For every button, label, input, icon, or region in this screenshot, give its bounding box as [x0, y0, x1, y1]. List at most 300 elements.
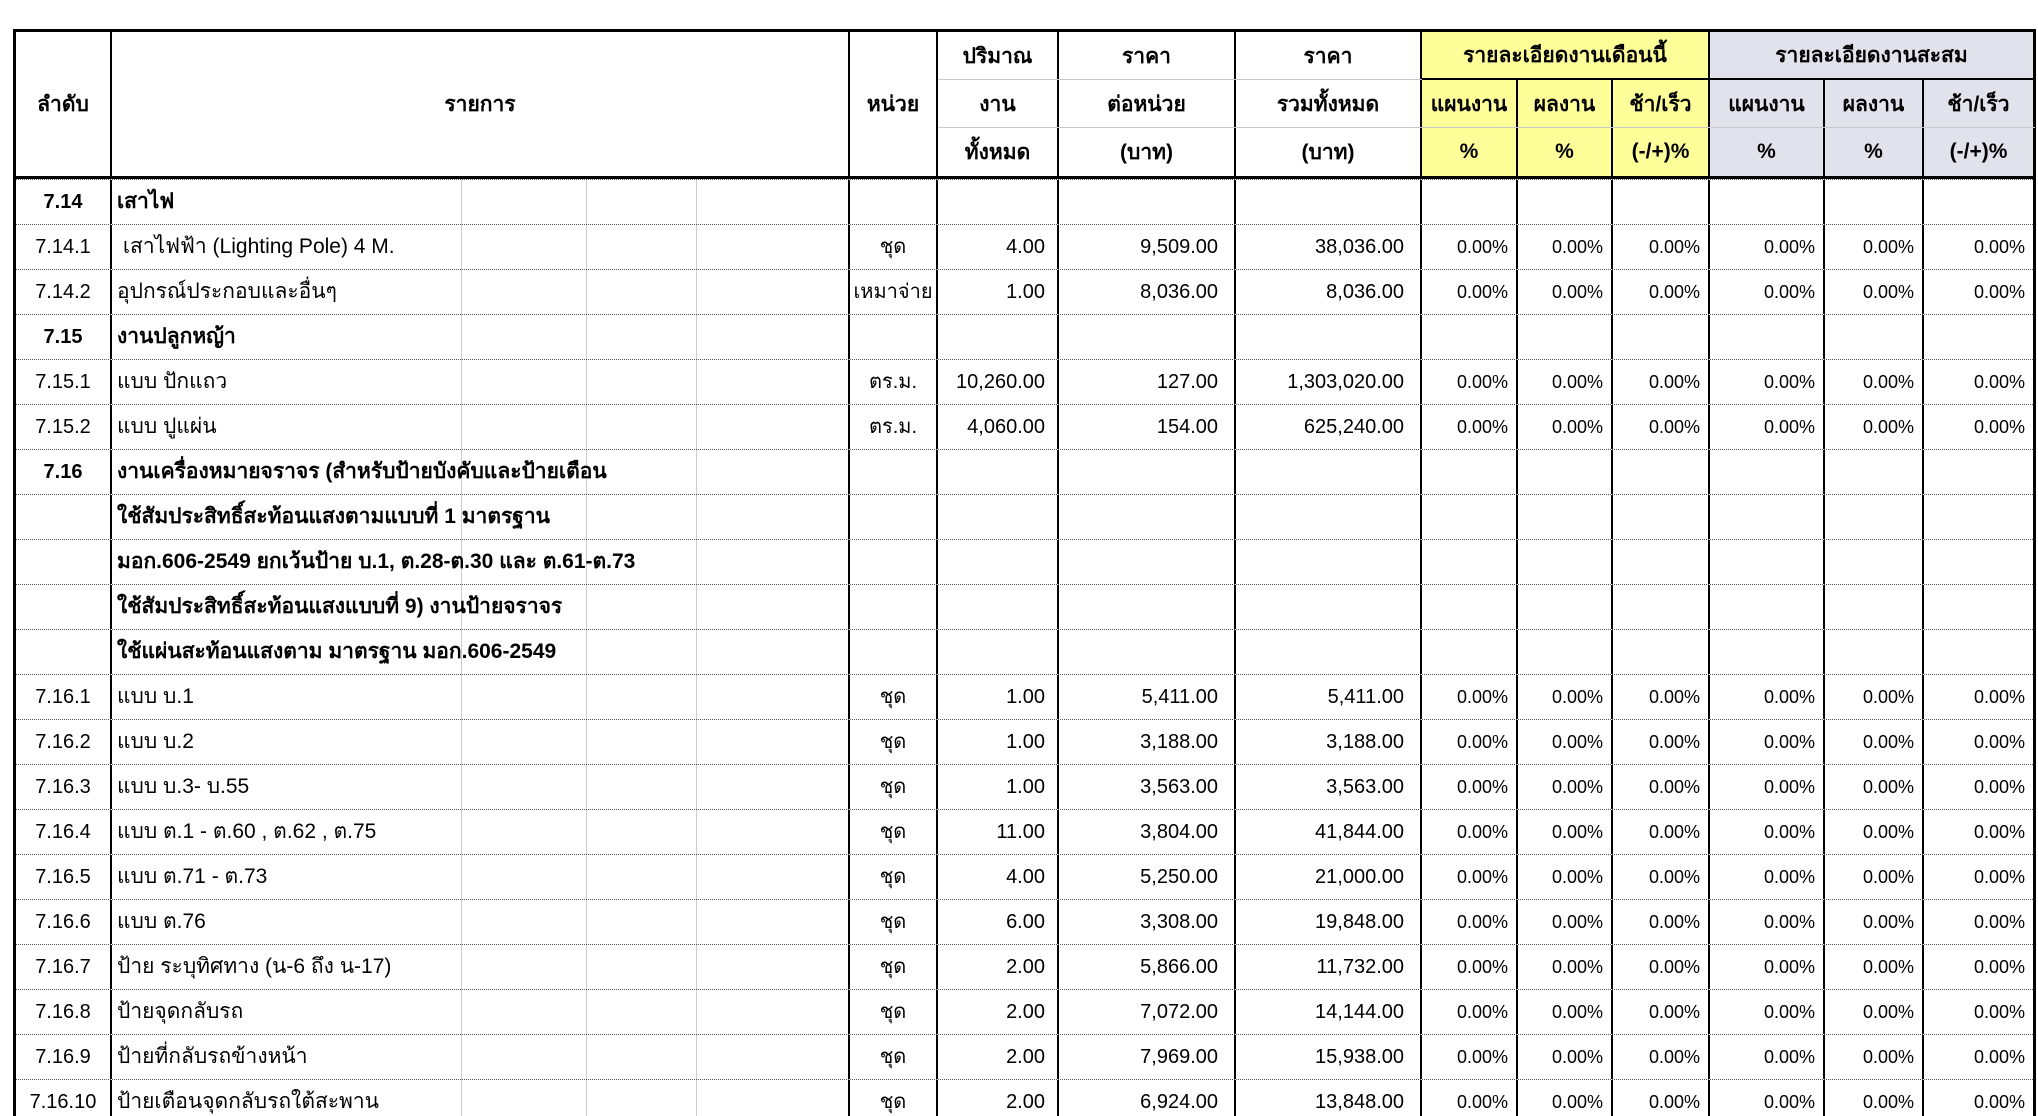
cell-month-plan[interactable]: 0.00% — [1420, 225, 1516, 269]
cell-unit-price[interactable] — [1057, 450, 1234, 494]
cell-item[interactable]: แบบ ต.1 - ต.60 , ต.62 , ต.75 — [110, 810, 848, 854]
cell-qty[interactable]: 6.00 — [936, 900, 1057, 944]
cell-unit[interactable]: ชุด — [848, 900, 936, 944]
cell-cum-diff[interactable] — [1922, 630, 2033, 674]
cell-cum-actual[interactable] — [1823, 450, 1922, 494]
header-line: (-/+)% — [1949, 140, 2008, 163]
cell-no[interactable] — [16, 630, 110, 674]
cell-cum-diff[interactable] — [1922, 495, 2033, 539]
cell-qty[interactable] — [936, 450, 1057, 494]
cell-total-price[interactable]: 8,036.00 — [1234, 270, 1420, 314]
cell-month-actual[interactable]: 0.00% — [1516, 270, 1611, 314]
cell-month-plan[interactable] — [1420, 180, 1516, 224]
cell-month-plan[interactable]: 0.00% — [1420, 810, 1516, 854]
cell-cum-plan[interactable] — [1708, 450, 1823, 494]
cell-month-actual[interactable] — [1516, 180, 1611, 224]
cell-unit[interactable] — [848, 315, 936, 359]
table-row — [16, 809, 2033, 854]
header-cell-month-actual[interactable] — [1516, 80, 1611, 176]
cell-month-diff[interactable]: 0.00% — [1611, 270, 1708, 314]
cell-month-actual[interactable] — [1516, 630, 1611, 674]
cell-unit-price[interactable]: 3,308.00 — [1057, 900, 1234, 944]
cell-month-plan[interactable]: 0.00% — [1420, 360, 1516, 404]
cell-cum-plan[interactable] — [1708, 585, 1823, 629]
cell-unit[interactable]: ชุด — [848, 855, 936, 899]
cell-cum-diff[interactable]: 0.00% — [1922, 405, 2033, 449]
cell-total-price[interactable] — [1234, 630, 1420, 674]
cell-cum-plan[interactable]: 0.00% — [1708, 855, 1823, 899]
cell-qty[interactable]: 2.00 — [936, 1035, 1057, 1079]
cell-month-diff[interactable] — [1611, 495, 1708, 539]
cell-cum-diff[interactable]: 0.00% — [1922, 225, 2033, 269]
header-cell-cum-plan[interactable] — [1708, 80, 1823, 176]
cell-month-diff[interactable]: 0.00% — [1611, 900, 1708, 944]
table-row — [16, 944, 2033, 989]
cell-unit[interactable] — [848, 540, 936, 584]
header-qty-line: ปริมาณ — [962, 44, 1033, 68]
cell-month-diff[interactable]: 0.00% — [1611, 675, 1708, 719]
cell-no[interactable]: 7.16.2 — [35, 730, 91, 753]
cell-month-diff[interactable]: 0.00% — [1611, 1035, 1708, 1079]
cell-month-actual[interactable]: 0.00% — [1516, 225, 1611, 269]
cell-total-price[interactable]: 3,188.00 — [1234, 720, 1420, 764]
cell-cum-plan[interactable]: 0.00% — [1708, 360, 1823, 404]
cell-cum-actual[interactable] — [1823, 585, 1922, 629]
cell-month-plan[interactable]: 0.00% — [1420, 765, 1516, 809]
table-row — [16, 314, 2033, 359]
table-row — [16, 899, 2033, 944]
cell-qty[interactable]: 10,260.00 — [936, 360, 1057, 404]
cell-month-diff[interactable]: 0.00% — [1611, 405, 1708, 449]
cell-unit-price[interactable]: 5,866.00 — [1057, 945, 1234, 989]
header-line: แผนงาน — [1430, 92, 1508, 116]
cell-qty[interactable]: 2.00 — [936, 1080, 1057, 1116]
cell-cum-plan[interactable]: 0.00% — [1708, 1080, 1823, 1116]
cell-total-price[interactable]: 15,938.00 — [1234, 1035, 1420, 1079]
header-cell-qty[interactable] — [936, 32, 1057, 176]
cell-cum-plan[interactable]: 0.00% — [1708, 225, 1823, 269]
cell-month-actual[interactable]: 0.00% — [1516, 1035, 1611, 1079]
cell-month-plan[interactable] — [1420, 495, 1516, 539]
cell-month-diff[interactable]: 0.00% — [1611, 225, 1708, 269]
cell-no[interactable]: 7.16 — [43, 460, 83, 483]
cell-unit[interactable]: ชุด — [848, 225, 936, 269]
cell-cum-actual[interactable]: 0.00% — [1823, 810, 1922, 854]
cell-item[interactable]: ป้ายเตือนจุดกลับรถใต้สะพาน — [110, 1080, 848, 1116]
header-line: ช้า/เร็ว — [1947, 92, 2010, 116]
cell-month-actual[interactable]: 0.00% — [1516, 900, 1611, 944]
cell-no[interactable] — [16, 495, 110, 539]
cell-unit-price[interactable]: 127.00 — [1057, 360, 1234, 404]
cell-unit-price[interactable]: 3,563.00 — [1057, 765, 1234, 809]
cell-qty[interactable]: 2.00 — [936, 945, 1057, 989]
cell-item[interactable]: มอก.606-2549 ยกเว้นป้าย บ.1, ต.28-ต.30 และ ต.61-ต.73 — [110, 540, 848, 584]
cell-unit-price[interactable]: 5,411.00 — [1057, 675, 1234, 719]
table-header — [16, 32, 2033, 179]
cell-month-actual[interactable]: 0.00% — [1516, 945, 1611, 989]
cell-cum-diff[interactable]: 0.00% — [1922, 900, 2033, 944]
cell-unit-price[interactable]: 5,250.00 — [1057, 855, 1234, 899]
cell-cum-diff[interactable] — [1922, 540, 2033, 584]
header-line: (-/+)% — [1631, 140, 1690, 163]
cell-cum-diff[interactable] — [1922, 315, 2033, 359]
cell-total-price[interactable] — [1234, 180, 1420, 224]
cell-month-plan[interactable]: 0.00% — [1420, 270, 1516, 314]
cell-item[interactable]: แบบ ปักแถว — [110, 360, 848, 404]
cell-item[interactable]: แบบ บ.1 — [110, 675, 848, 719]
cell-cum-plan[interactable]: 0.00% — [1708, 675, 1823, 719]
cell-total-price[interactable] — [1234, 540, 1420, 584]
cell-month-actual[interactable]: 0.00% — [1516, 720, 1611, 764]
cell-item[interactable]: งานปลูกหญ้า — [110, 315, 848, 359]
cell-month-plan[interactable] — [1420, 630, 1516, 674]
cell-month-diff[interactable]: 0.00% — [1611, 720, 1708, 764]
cell-total-price[interactable]: 13,848.00 — [1234, 1080, 1420, 1116]
cell-cum-diff[interactable]: 0.00% — [1922, 765, 2033, 809]
cell-unit[interactable]: ชุด — [848, 675, 936, 719]
cell-unit-price[interactable]: 154.00 — [1057, 405, 1234, 449]
cell-total-price[interactable]: 19,848.00 — [1234, 900, 1420, 944]
cell-no[interactable]: 7.14.1 — [35, 235, 91, 258]
table-row — [16, 449, 2033, 494]
cell-cum-plan[interactable]: 0.00% — [1708, 1035, 1823, 1079]
cell-month-actual[interactable]: 0.00% — [1516, 810, 1611, 854]
cell-unit[interactable]: เหมาจ่าย — [848, 270, 936, 314]
cell-no[interactable]: 7.16.3 — [35, 775, 91, 798]
cell-month-diff[interactable]: 0.00% — [1611, 990, 1708, 1034]
cell-month-diff[interactable]: 0.00% — [1611, 810, 1708, 854]
cell-unit[interactable]: ชุด — [848, 945, 936, 989]
cell-unit[interactable]: ชุด — [848, 1080, 936, 1116]
cell-cum-actual[interactable]: 0.00% — [1823, 765, 1922, 809]
table-row — [16, 1034, 2033, 1079]
header-group-cumulative[interactable]: รายละเอียดงานสะสม — [1708, 32, 2033, 80]
cell-cum-plan[interactable]: 0.00% — [1708, 900, 1823, 944]
header-group-month[interactable]: รายละเอียดงานเดือนนี้ — [1420, 32, 1708, 80]
cell-month-diff[interactable] — [1611, 540, 1708, 584]
cell-month-diff[interactable] — [1611, 630, 1708, 674]
cell-cum-diff[interactable]: 0.00% — [1922, 1035, 2033, 1079]
cell-no[interactable] — [16, 540, 110, 584]
header-line: % — [1757, 140, 1776, 163]
table-row — [16, 719, 2033, 764]
cell-qty[interactable]: 2.00 — [936, 990, 1057, 1034]
cell-item[interactable]: แบบ บ.3- บ.55 — [110, 765, 848, 809]
header-cell-no[interactable]: ลำดับ — [37, 92, 89, 116]
cell-month-plan[interactable]: 0.00% — [1420, 990, 1516, 1034]
cell-no[interactable]: 7.15.1 — [35, 370, 91, 393]
cell-unit-price[interactable]: 9,509.00 — [1057, 225, 1234, 269]
header-line: ช้า/เร็ว — [1629, 92, 1692, 116]
cell-cum-diff[interactable] — [1922, 450, 2033, 494]
cell-no[interactable]: 7.15.2 — [35, 415, 91, 438]
cell-cum-actual[interactable]: 0.00% — [1823, 405, 1922, 449]
cell-item[interactable]: แบบ ต.76 — [110, 900, 848, 944]
cell-month-diff[interactable] — [1611, 180, 1708, 224]
cell-item[interactable]: งานเครื่องหมายจราจร (สำหรับป้ายบังคับและป้ายเตือน — [110, 450, 848, 494]
cell-item[interactable]: อุปกรณ์ประกอบและอื่นๆ — [110, 270, 848, 314]
cell-qty[interactable]: 1.00 — [936, 675, 1057, 719]
header-cell-month-plan[interactable] — [1420, 80, 1516, 176]
header-total-price-line: ราคา — [1303, 44, 1353, 68]
cell-month-plan[interactable] — [1420, 450, 1516, 494]
cell-qty[interactable] — [936, 180, 1057, 224]
cell-qty[interactable]: 4.00 — [936, 225, 1057, 269]
cell-no[interactable]: 7.16.5 — [35, 865, 91, 888]
cell-no[interactable]: 7.14 — [43, 190, 83, 213]
cell-month-diff[interactable] — [1611, 585, 1708, 629]
cell-qty[interactable] — [936, 585, 1057, 629]
cell-item[interactable]: ใช้สัมประสิทธิ์สะท้อนแสงแบบที่ 9) งานป้ายจราจร — [110, 585, 848, 629]
cell-month-plan[interactable] — [1420, 315, 1516, 359]
cell-month-actual[interactable]: 0.00% — [1516, 1080, 1611, 1116]
cell-month-plan[interactable]: 0.00% — [1420, 675, 1516, 719]
cell-cum-plan[interactable]: 0.00% — [1708, 945, 1823, 989]
cell-month-diff[interactable] — [1611, 315, 1708, 359]
cell-item[interactable]: ป้ายจุดกลับรถ — [110, 990, 848, 1034]
cell-cum-diff[interactable]: 0.00% — [1922, 810, 2033, 854]
cell-item[interactable]: เสาไฟฟ้า (Lighting Pole) 4 M. — [110, 225, 848, 269]
cell-no[interactable]: 7.16.9 — [35, 1045, 91, 1068]
cell-month-actual[interactable]: 0.00% — [1516, 675, 1611, 719]
cell-unit-price[interactable]: 7,072.00 — [1057, 990, 1234, 1034]
cell-cum-plan[interactable] — [1708, 540, 1823, 584]
cell-total-price[interactable] — [1234, 585, 1420, 629]
cell-unit[interactable]: ชุด — [848, 990, 936, 1034]
cell-unit[interactable]: ตร.ม. — [848, 405, 936, 449]
cell-unit[interactable] — [848, 450, 936, 494]
header-cell-month-diff[interactable] — [1611, 80, 1708, 176]
cell-item[interactable]: ใช้แผ่นสะท้อนแสงตาม มาตรฐาน มอก.606-2549 — [110, 630, 848, 674]
cell-item[interactable]: แบบ บ.2 — [110, 720, 848, 764]
cell-cum-plan[interactable]: 0.00% — [1708, 765, 1823, 809]
cell-month-plan[interactable]: 0.00% — [1420, 1080, 1516, 1116]
cell-unit[interactable]: ชุด — [848, 765, 936, 809]
cell-unit[interactable]: ชุด — [848, 720, 936, 764]
cell-unit-price[interactable] — [1057, 495, 1234, 539]
cell-unit-price[interactable] — [1057, 180, 1234, 224]
cell-no[interactable]: 7.14.2 — [35, 280, 91, 303]
cell-month-diff[interactable]: 0.00% — [1611, 855, 1708, 899]
cell-no[interactable]: 7.16.4 — [35, 820, 91, 843]
cell-unit[interactable]: ตร.ม. — [848, 360, 936, 404]
cell-cum-diff[interactable]: 0.00% — [1922, 360, 2033, 404]
header-cell-total-price[interactable] — [1234, 32, 1420, 176]
header-unit-price-line: ต่อหน่วย — [1107, 92, 1186, 116]
cell-total-price[interactable]: 5,411.00 — [1234, 675, 1420, 719]
cell-cum-diff[interactable]: 0.00% — [1922, 720, 2033, 764]
cell-total-price[interactable]: 21,000.00 — [1234, 855, 1420, 899]
cell-month-diff[interactable]: 0.00% — [1611, 945, 1708, 989]
cell-total-price[interactable]: 41,844.00 — [1234, 810, 1420, 854]
cell-total-price[interactable] — [1234, 315, 1420, 359]
cell-cum-plan[interactable]: 0.00% — [1708, 720, 1823, 764]
cell-total-price[interactable] — [1234, 450, 1420, 494]
cell-unit-price[interactable] — [1057, 315, 1234, 359]
cell-unit[interactable] — [848, 180, 936, 224]
cell-cum-plan[interactable]: 0.00% — [1708, 810, 1823, 854]
cell-cum-actual[interactable] — [1823, 315, 1922, 359]
cell-cum-plan[interactable] — [1708, 495, 1823, 539]
cell-unit-price[interactable]: 3,188.00 — [1057, 720, 1234, 764]
cell-total-price[interactable] — [1234, 495, 1420, 539]
cell-month-actual[interactable]: 0.00% — [1516, 765, 1611, 809]
cell-cum-actual[interactable]: 0.00% — [1823, 1035, 1922, 1079]
cell-month-plan[interactable]: 0.00% — [1420, 855, 1516, 899]
cell-item[interactable]: เสาไฟ — [110, 180, 848, 224]
cell-unit[interactable] — [848, 630, 936, 674]
cell-cum-actual[interactable]: 0.00% — [1823, 900, 1922, 944]
cell-unit[interactable] — [848, 495, 936, 539]
cell-month-plan[interactable]: 0.00% — [1420, 405, 1516, 449]
cell-month-plan[interactable]: 0.00% — [1420, 720, 1516, 764]
header-line: % — [1555, 140, 1574, 163]
cell-total-price[interactable]: 625,240.00 — [1234, 405, 1420, 449]
cell-cum-diff[interactable] — [1922, 180, 2033, 224]
cell-qty[interactable]: 1.00 — [936, 720, 1057, 764]
header-cell-cum-actual[interactable] — [1823, 80, 1922, 176]
cell-cum-plan[interactable]: 0.00% — [1708, 990, 1823, 1034]
cell-unit[interactable]: ชุด — [848, 1035, 936, 1079]
header-unit-price-line: ราคา — [1122, 44, 1171, 68]
header-unit-price-line: (บาท) — [1120, 140, 1173, 164]
cell-month-plan[interactable] — [1420, 540, 1516, 584]
cell-cum-diff[interactable]: 0.00% — [1922, 990, 2033, 1034]
cell-month-actual[interactable] — [1516, 585, 1611, 629]
cell-cum-actual[interactable]: 0.00% — [1823, 225, 1922, 269]
cell-total-price[interactable]: 11,732.00 — [1234, 945, 1420, 989]
cell-unit-price[interactable]: 7,969.00 — [1057, 1035, 1234, 1079]
cell-unit-price[interactable]: 6,924.00 — [1057, 1080, 1234, 1116]
table-row — [16, 584, 2033, 629]
cell-month-actual[interactable]: 0.00% — [1516, 405, 1611, 449]
cell-month-plan[interactable]: 0.00% — [1420, 1035, 1516, 1079]
cell-no[interactable]: 7.16.10 — [29, 1090, 97, 1113]
header-cell-unit-price[interactable] — [1057, 32, 1234, 176]
cell-no[interactable]: 7.16.1 — [35, 685, 91, 708]
cell-no[interactable]: 7.16.6 — [35, 910, 91, 933]
table-row — [16, 764, 2033, 809]
cell-qty[interactable]: 4.00 — [936, 855, 1057, 899]
table-row — [16, 539, 2033, 584]
header-cell-cum-diff[interactable] — [1922, 80, 2033, 176]
cell-unit-price[interactable]: 8,036.00 — [1057, 270, 1234, 314]
table-row — [16, 1079, 2033, 1116]
cell-item[interactable]: ป้าย ระบุทิศทาง (น-6 ถึง น-17) — [110, 945, 848, 989]
cell-month-diff[interactable] — [1611, 450, 1708, 494]
cell-unit-price[interactable] — [1057, 540, 1234, 584]
cell-unit[interactable] — [848, 585, 936, 629]
cell-cum-diff[interactable]: 0.00% — [1922, 270, 2033, 314]
cell-month-actual[interactable] — [1516, 315, 1611, 359]
cell-no[interactable]: 7.16.7 — [35, 955, 91, 978]
cell-cum-diff[interactable]: 0.00% — [1922, 945, 2033, 989]
table-row — [16, 674, 2033, 719]
cell-cum-actual[interactable]: 0.00% — [1823, 990, 1922, 1034]
cell-item[interactable]: แบบ ปูแผ่น — [110, 405, 848, 449]
cell-cum-diff[interactable]: 0.00% — [1922, 855, 2033, 899]
cell-cum-actual[interactable]: 0.00% — [1823, 945, 1922, 989]
cell-qty[interactable] — [936, 540, 1057, 584]
cell-cum-plan[interactable]: 0.00% — [1708, 270, 1823, 314]
cell-month-actual[interactable] — [1516, 540, 1611, 584]
cell-qty[interactable]: 11.00 — [936, 810, 1057, 854]
cell-month-diff[interactable]: 0.00% — [1611, 765, 1708, 809]
cell-cum-plan[interactable] — [1708, 630, 1823, 674]
cell-total-price[interactable]: 3,563.00 — [1234, 765, 1420, 809]
cell-month-actual[interactable] — [1516, 450, 1611, 494]
cell-qty[interactable]: 1.00 — [936, 270, 1057, 314]
table-row — [16, 404, 2033, 449]
cell-month-actual[interactable]: 0.00% — [1516, 990, 1611, 1034]
cell-unit-price[interactable] — [1057, 630, 1234, 674]
cell-qty[interactable] — [936, 630, 1057, 674]
cell-cum-diff[interactable] — [1922, 585, 2033, 629]
header-cell-unit[interactable]: หน่วย — [848, 32, 936, 176]
cell-total-price[interactable]: 1,303,020.00 — [1234, 360, 1420, 404]
header-line: % — [1459, 140, 1479, 163]
cell-qty[interactable] — [936, 315, 1057, 359]
cell-cum-actual[interactable]: 0.00% — [1823, 720, 1922, 764]
cell-no[interactable]: 7.16.8 — [35, 1000, 91, 1023]
cell-total-price[interactable]: 14,144.00 — [1234, 990, 1420, 1034]
cell-cum-actual[interactable] — [1823, 180, 1922, 224]
header-total-price-line: (บาท) — [1301, 140, 1355, 164]
cell-cum-actual[interactable]: 0.00% — [1823, 675, 1922, 719]
cell-cum-actual[interactable]: 0.00% — [1823, 270, 1922, 314]
cell-cum-diff[interactable]: 0.00% — [1922, 1080, 2033, 1116]
cell-unit-price[interactable] — [1057, 585, 1234, 629]
cell-month-actual[interactable]: 0.00% — [1516, 360, 1611, 404]
cell-item[interactable]: แบบ ต.71 - ต.73 — [110, 855, 848, 899]
cell-cum-actual[interactable]: 0.00% — [1823, 360, 1922, 404]
cell-qty[interactable]: 4,060.00 — [936, 405, 1057, 449]
cell-month-diff[interactable]: 0.00% — [1611, 360, 1708, 404]
table-row — [16, 854, 2033, 899]
cell-cum-plan[interactable] — [1708, 315, 1823, 359]
cell-cum-plan[interactable]: 0.00% — [1708, 405, 1823, 449]
table-row — [16, 629, 2033, 674]
cell-cum-actual[interactable]: 0.00% — [1823, 855, 1922, 899]
header-line: แผนงาน — [1728, 92, 1805, 116]
cell-qty[interactable] — [936, 495, 1057, 539]
cell-cum-actual[interactable] — [1823, 495, 1922, 539]
cell-month-plan[interactable] — [1420, 585, 1516, 629]
cell-month-plan[interactable]: 0.00% — [1420, 900, 1516, 944]
cell-no[interactable]: 7.15 — [43, 325, 83, 348]
cell-cum-diff[interactable]: 0.00% — [1922, 675, 2033, 719]
cell-cum-actual[interactable]: 0.00% — [1823, 1080, 1922, 1116]
cell-item[interactable]: ใช้สัมประสิทธิ์สะท้อนแสงตามแบบที่ 1 มาตรฐาน — [110, 495, 848, 539]
cell-item[interactable]: ป้ายที่กลับรถข้างหน้า — [110, 1035, 848, 1079]
cell-month-actual[interactable]: 0.00% — [1516, 855, 1611, 899]
cell-no[interactable] — [16, 585, 110, 629]
cell-qty[interactable]: 1.00 — [936, 765, 1057, 809]
cell-month-actual[interactable] — [1516, 495, 1611, 539]
cell-unit-price[interactable]: 3,804.00 — [1057, 810, 1234, 854]
cell-unit[interactable]: ชุด — [848, 810, 936, 854]
cell-month-diff[interactable]: 0.00% — [1611, 1080, 1708, 1116]
header-qty-line: ทั้งหมด — [964, 140, 1031, 164]
cell-cum-plan[interactable] — [1708, 180, 1823, 224]
cell-cum-actual[interactable] — [1823, 630, 1922, 674]
header-cell-item[interactable]: รายการ — [110, 32, 848, 176]
cell-month-plan[interactable]: 0.00% — [1420, 945, 1516, 989]
cell-total-price[interactable]: 38,036.00 — [1234, 225, 1420, 269]
progress-table — [13, 29, 2036, 1116]
header-line: % — [1864, 140, 1883, 163]
cell-cum-actual[interactable] — [1823, 540, 1922, 584]
